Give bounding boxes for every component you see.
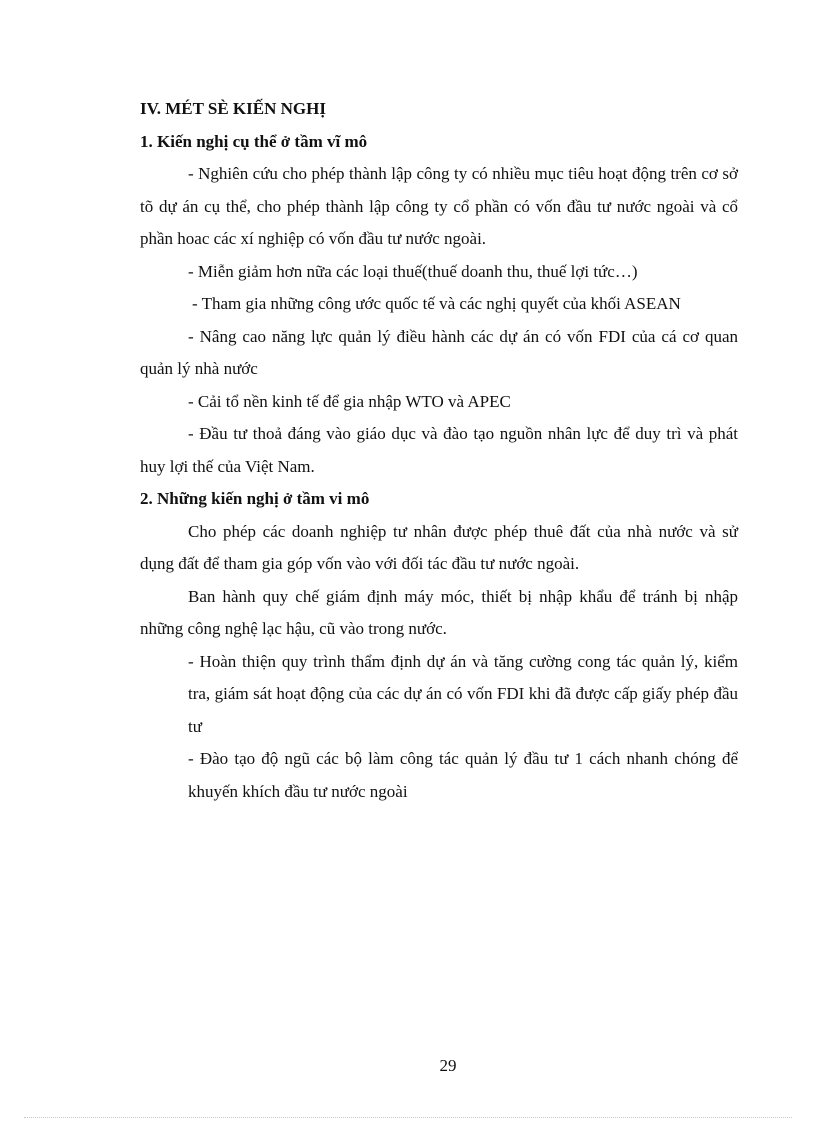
micro-item-appraisal: - Hoàn thiện quy trình thẩm định dự án và tăng cường cong tác quản lý, kiểm tra, giám sát hoạt động của các dự án có vốn FDI khi đã được cấp giấy phép đầu tư [188, 651, 738, 736]
page-bottom-divider [24, 1117, 792, 1118]
micro-heading: 2. Những kiến nghị ở tầm vi mô [140, 489, 370, 508]
section-title: IV. MÉT SÈ KIẾN NGHỊ [140, 99, 326, 118]
micro-item-training: - Đào tạo độ ngũ các bộ làm công tác quản lý đầu tư 1 cách nhanh chóng để khuyến khích đầu tư nước ngoài [188, 749, 738, 801]
macro-item-research: - Nghiên cứu cho phép thành lập công ty có nhiều mục tiêu hoạt động trên cơ sở tõ dự án cụ thể, cho phép thành lập công ty cổ phần có vốn đầu tư nước ngoài và cổ phần hoac các xí nghiệp có vốn đầu tư nước ngoài. [140, 164, 738, 248]
micro-item-land: Cho phép các doanh nghiệp tư nhân được phép thuê đất của nhà nước và sử dụng đất để tham gia góp vốn vào với đối tác đầu tư nước ngoài. [140, 521, 738, 573]
macro-heading: 1. Kiến nghị cụ thể ở tầm vĩ mô [140, 131, 368, 151]
macro-item-asean: - Tham gia những công ước quốc tế và các nghị quyết của khối ASEAN [192, 294, 681, 313]
macro-item-education: - Đầu tư thoả đáng vào giáo dục và đào tạo nguồn nhân lực để duy trì và phát huy lợi thế của Việt Nam. [140, 424, 738, 476]
macro-item-reform: - Cải tổ nền kinh tế để gia nhập WTO và APEC [188, 391, 511, 411]
macro-item-tax: - Miễn giảm hơn nữa các loại thuế(thuế doanh thu, thuế lợi tức…) [188, 261, 638, 281]
page-content [140, 93, 738, 808]
macro-item-management: - Nâng cao năng lực quản lý điều hành các dự án có vốn FDI của cá cơ quan quản lý nhà nước [140, 326, 738, 378]
micro-item-equipment: Ban hành quy chế giám định máy móc, thiết bị nhập khẩu để tránh bị nhập những công nghệ lạc hậu, cũ vào trong nước. [140, 586, 738, 638]
page-number: 29 [439, 1056, 457, 1075]
